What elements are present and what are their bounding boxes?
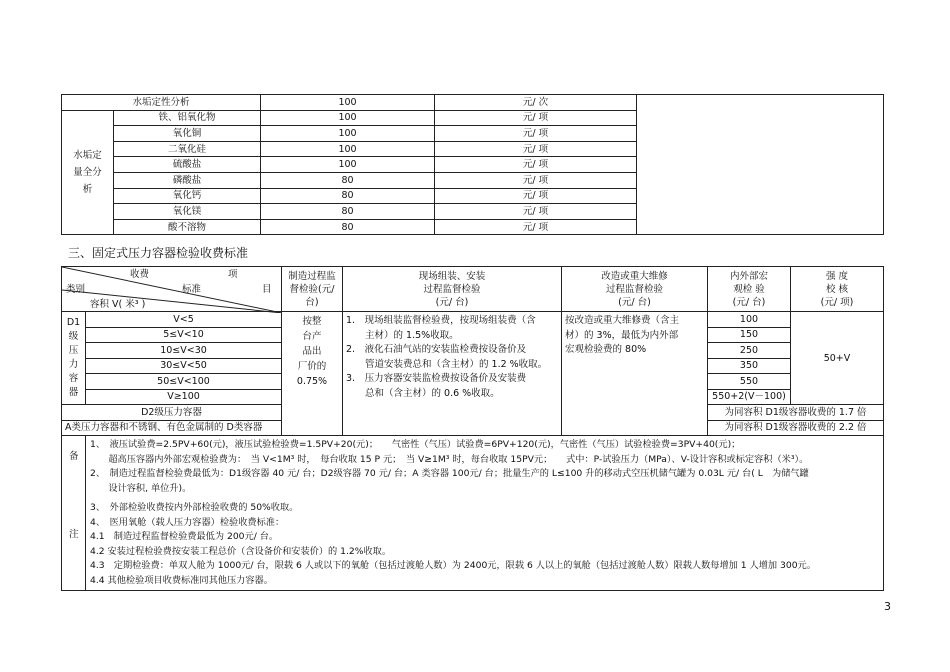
- price-cell: 100: [261, 126, 435, 142]
- note-line: 4、 医用氧舱（载人压力容器）检验收费标准：: [90, 516, 285, 528]
- note-line: 4.4 其他检验项目收费标准同其他压力容器。: [90, 574, 273, 586]
- item-cell: 硫酸盐: [114, 157, 261, 173]
- header-install: 现场组装、安装 过程监督检验 (元/ 台): [343, 267, 562, 312]
- note-line: 1、 液压试验费=2.5PV+60(元)，液压试验检验费=1.5PV+20(元)； 气密性（气压）试验费=6PV+120(元)，气密性（气压）试验检验费=3PV+40(元)；: [90, 439, 741, 450]
- note-line: 2、 制造过程监督检验费最低为：D1级容器 40 元/ 台；D2级容器 70 元/ 台；A 类容器 100元/ 台；批量生产的 L≤100 升的移动式空压机储气罐为 0.03L 元/ 台( L 为储气罐: [90, 468, 809, 479]
- header-inspection: 内外部宏 观检 验 (元/ 台): [708, 267, 791, 312]
- strength-cell: 50+V: [791, 312, 884, 405]
- unit-cell: 元/ 项: [435, 188, 637, 204]
- unit-cell: 元/ 项: [435, 110, 637, 126]
- page-number: 3: [884, 600, 891, 613]
- item-cell: 二氧化硅: [114, 141, 261, 157]
- corner-bottom: 容积 V( 米³ ): [90, 299, 146, 310]
- table-row: [62, 95, 884, 111]
- inspection-cell: 250: [708, 343, 791, 359]
- unit-cell: 元/ 项: [435, 126, 637, 142]
- header-manufacture: 制造过程监督检验(元/ 台): [282, 267, 343, 312]
- volume-cell: 30≤V<50: [86, 358, 282, 374]
- blank-cell: [637, 95, 884, 235]
- item-cell: 磷酸盐: [114, 172, 261, 188]
- price-cell: 100: [261, 95, 435, 111]
- price-cell: 80: [261, 172, 435, 188]
- inspection-cell: 100: [708, 312, 791, 328]
- price-cell: 100: [261, 141, 435, 157]
- d2-value: 为同容积 D1级容器收费的 1.7 倍: [708, 405, 884, 421]
- header-row: [62, 267, 884, 312]
- header-repair: 改造或重大维修 过程监督检验 (元/ 台): [562, 267, 708, 312]
- note-line: 3、 外部检验收费按内外部检验收费的 50%收取。: [90, 502, 299, 513]
- note-line: 4.1 制造过程监督检验费最低为 200元/ 台。: [90, 531, 279, 542]
- corner-top2: 项: [228, 269, 238, 280]
- group-label: 水垢定量全分析: [62, 110, 114, 235]
- price-cell: 80: [261, 188, 435, 204]
- repair-cell: 按改造或重大维修费（含主 材）的 3%，最低为内外部 宏观检验费的 80%: [562, 312, 708, 436]
- price-cell: 100: [261, 110, 435, 126]
- item-cell: 氧化钙: [114, 188, 261, 204]
- unit-cell: 元/ 项: [435, 141, 637, 157]
- corner-header: [62, 267, 282, 312]
- unit-cell: 元/ 次: [435, 95, 637, 111]
- a-value: 为同容积 D1级容器收费的 2.2 倍: [708, 420, 884, 436]
- item-cell: 氧化铜: [114, 126, 261, 142]
- inspection-cell: 150: [708, 327, 791, 343]
- d2-label: D2级压力容器: [62, 405, 282, 421]
- volume-cell: 50≤V<100: [86, 374, 282, 390]
- section-title: 三、固定式压力容器检验收费标准: [68, 246, 249, 260]
- item-cell: 铁、铝氧化物: [114, 110, 261, 126]
- note-line: 设计容积, 单位升)。: [90, 482, 192, 494]
- manufacture-cell: 按整 台产 品出 厂价的 0.75%: [282, 312, 343, 436]
- corner-mid1: 类别: [66, 284, 86, 295]
- inspection-cell: 350: [708, 358, 791, 374]
- d1-label: D1 级 压 力 容 器: [62, 312, 86, 405]
- unit-cell: 元/ 项: [435, 204, 637, 220]
- volume-cell: 10≤V<30: [86, 343, 282, 359]
- note-line: 4.2 安装过程检验费按安装工程总价（含设备价和安装价）的 1.2%收取。: [90, 545, 392, 557]
- price-cell: 80: [261, 204, 435, 220]
- water-scale-analysis-table: [61, 94, 884, 235]
- item-cell: 水垢定性分析: [62, 95, 261, 111]
- item-cell: 氧化镁: [114, 204, 261, 220]
- corner-mid2: 标准: [182, 284, 202, 295]
- inspection-cell: 550+2(V－100): [708, 389, 791, 405]
- volume-cell: 5≤V<10: [86, 327, 282, 343]
- notes-label: 备 注: [62, 436, 86, 591]
- unit-cell: 元/ 项: [435, 219, 637, 235]
- table-row: [62, 312, 884, 328]
- header-strength: 强 度 校 核 (元/ 项): [791, 267, 884, 312]
- note-line: 4.3 定期检验费：单双人舱为 1000元/ 台，限载 6 人或以下的氧舱（包括过渡舱人数）为 2400元，限载 6 人以上的氧舱（包括过渡舱人数）限载人数每增加 1 人增加 300元。: [90, 560, 816, 571]
- volume-cell: V<5: [86, 312, 282, 328]
- corner-mid3: 目: [262, 284, 272, 295]
- pressure-vessel-fee-table: [61, 266, 884, 591]
- price-cell: 100: [261, 157, 435, 173]
- note-line: 超高压容器内外部宏观检验费为： 当 V<1M³ 时， 每台收取 15 P 元； 当 V≥1M³ 时，每台收取 15PV元； 式中：P-试验压力（MPa）、V-设计容积或标定容积（米³）。: [90, 453, 809, 465]
- unit-cell: 元/ 项: [435, 172, 637, 188]
- inspection-cell: 550: [708, 374, 791, 390]
- a-label: A类压力容器和不锈钢、有色金属制的 D类容器: [62, 420, 282, 436]
- corner-top1: 收费: [130, 269, 150, 280]
- notes-content: [86, 436, 884, 591]
- notes-row: [62, 436, 884, 591]
- item-cell: 酸不溶物: [114, 219, 261, 235]
- install-cell: 1. 现场组装监督检验费，按现场组装费（含 主材）的 1.5%收取。 2. 液化石油气站的安装监检费按设备价及 管道安装费总和（含主材）的 1.2 %收取。 3. 压力容器安装监检费按设备价及安装费 总和（含主材）的 0.6 %收取。: [343, 312, 562, 436]
- unit-cell: 元/ 项: [435, 157, 637, 173]
- price-cell: 80: [261, 219, 435, 235]
- volume-cell: V≥100: [86, 389, 282, 405]
